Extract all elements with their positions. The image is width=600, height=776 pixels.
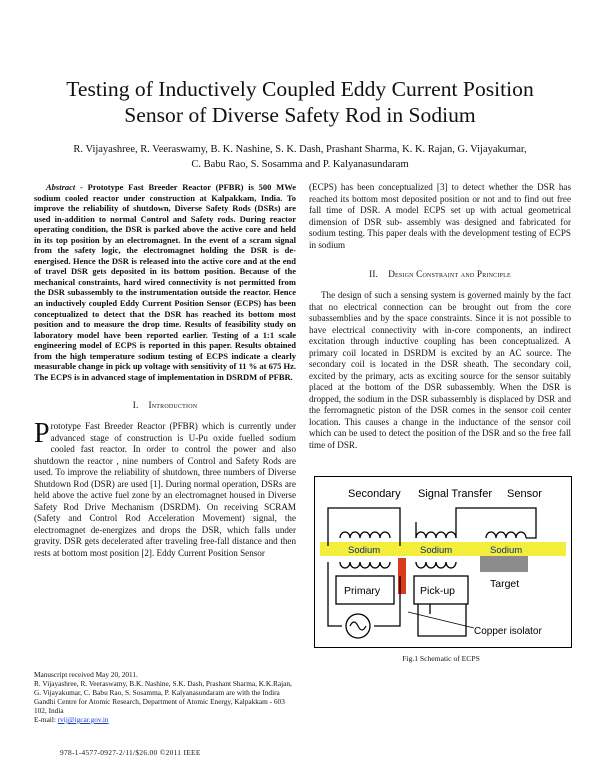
- section-heading-design: [309, 269, 571, 280]
- label-target: Target: [490, 578, 520, 590]
- secondary-coil-top: [340, 532, 390, 538]
- label-sodium-transfer: Sodium: [420, 545, 453, 556]
- author-list: [40, 142, 560, 172]
- right-column: [309, 182, 571, 451]
- left-column: [34, 182, 296, 559]
- label-primary: Primary: [344, 585, 381, 597]
- label-sodium-sensor: Sodium: [490, 545, 523, 556]
- footnote-received: Manuscript received May 20, 2011.: [34, 670, 138, 679]
- authors-line-2: C. Babu Rao, S. Sosamma and P. Kalyanasundaram: [191, 159, 409, 170]
- section-title: Design Constraint and Principle: [388, 269, 511, 279]
- introduction-continuation: (ECPS) has been conceptualized [3] to detect whether the DSR has reached its bottom most deposited position or not and to find out free fall time of DSR. A model ECPS set up with actual geometrical dimension of DSR sub- assembly was designed and fabricated for sodium testing. This paper deals with the development testing of ECPS in sodium: [309, 182, 571, 250]
- secondary-wire: [328, 508, 400, 546]
- label-sensor: Sensor: [507, 488, 542, 500]
- abstract-text: - Prototype Fast Breeder Reactor (PFBR) is 500 MWe sodium cooled reactor under construction at Kalpakkam, India. To improve the reliability of shutdown, Diverse Safety Rods (DSRs) are used in-addition to normal Control and Safety rods. During reactor operating condition, the DSR is parked above the active core and held in its top position by an electromagnet. In the event of a scram signal from the safety logic, the electromagnet holding the DSR is de-energised. Hence the DSR is released into the active core and at the end of travel DSR gets deposited in its bottom position. Because of the mechanical constraints, hard wired connectivity is not permitted from the DSR subassembly to the instrumentation outside the reactor. Hence an inductively coupled Eddy Current Position Sensor (ECPS) has been conceptualized to detect that the DSR has reached its bottom most position and to measure the drop time. Results of feasibility study on laboratory model have been reported earlier. Testing of a 1:1 scale engineering model of ECPS is reported in this paper. Results obtained from the high temperature sodium testing of ECPS indicate a clearly measurable change in pick up voltage with sensitivity of 11 % at 675 Hz. The ECPS is in advanced stage of implementation in DSRDM of PFBR.: [34, 182, 296, 382]
- label-sodium-secondary: Sodium: [348, 545, 381, 556]
- section-number: II.: [369, 269, 379, 279]
- footnote: [34, 670, 296, 724]
- section-title: Introduction: [148, 400, 198, 411]
- label-secondary: Secondary: [348, 488, 401, 500]
- footnote-email-line: [34, 715, 296, 724]
- signal-coil-bottom: [416, 562, 456, 568]
- target-block: [480, 556, 528, 572]
- copper-isolator: [398, 558, 406, 594]
- email-label: E-mail:: [34, 715, 58, 724]
- abstract-label: Abstract: [46, 182, 76, 192]
- authors-line-1: R. Vijayashree, R. Veeraswamy, B. K. Nashine, S. K. Dash, Prashant Sharma, K. K. Rajan, G. Vijayakumar,: [73, 144, 527, 155]
- footnote-affiliation: R. Vijayashree, R. Veeraswamy, B.K. Nashine, S.K. Dash, Prashant Sharma, K.K.Rajan, G. Vijayakumar, C. Babu Rao, S. Sosamma, P. Kalyanasundaram are with the Indira Gandhi Centre for Atomic Research, Department of Atomic Energy, Kalpakkam - 603 102, India: [34, 679, 292, 715]
- section-number: I.: [132, 400, 139, 411]
- paper-title: [40, 76, 560, 128]
- email-link[interactable]: rvij@igcar.gov.in: [57, 715, 109, 724]
- ecps-schematic: [314, 476, 572, 648]
- figure-caption: Fig.1 Schematic of ECPS: [402, 654, 480, 663]
- primary-coil-top: [340, 562, 390, 568]
- introduction-text: rototype Fast Breeder Reactor (PFBR) which is currently under advanced stage of construction is U-Pu oxide fuelled sodium cooled fast reactor. In order to control the power and also shutdown the reactor , nine numbers of Control and Safety Rods are used. To improve the reliability of shutdown, three numbers of Diverse Shutdown Rod (DSR) are used [1]. During normal operation, DSRs are held above the active fuel zone by an electromagnet housed in Diverse Safety Rod Drive Mechanism (DSRDM). On receiving SCRAM (Safety and Control Rod Acceleration Movement) signal, the electromagnet de-energizes and drops the DSR, which falls under gravity. DSR gets decelerated after traveling free-fall distance and then rests at bottom most position [2]. Eddy Current Position Sensor: [34, 421, 296, 558]
- section-heading-introduction: [34, 400, 296, 411]
- copyright-line: 978-1-4577-0927-2/11/$26.00 ©2011 IEEE: [60, 748, 201, 757]
- drop-cap: P: [34, 418, 50, 450]
- introduction-paragraph: [34, 418, 296, 559]
- abstract: [34, 182, 296, 382]
- title-line-2: Sensor of Diverse Safety Rod in Sodium: [124, 103, 476, 127]
- label-pickup: Pick-up: [420, 585, 456, 597]
- design-paragraph: The design of such a sensing system is governed mainly by the fact that no electrical connection can be brought out from the core subassemblies and by the space constraints. Since it is not possible to have electrical connectivity with in-core components, an indirect excitation through inductive coupling has been conceptualized. A primary coil located in DSRDM is excited by an AC source. The secondary coil is located in the DSR sheath. The secondary coil, excited by the primary, acts as exciting source for the sensor suitably placed at the bottom of the DSR subassembly. When the DSR is dropped, the sodium in the DSR subassembly is displaced by DSR and the ferromagnetic piston of the DSR comes in the sensor coil center location. This causes a change in the inductance of the sensor coil which can be used to detect the position of the DSR and so the free fall time of DSR.: [309, 290, 571, 450]
- title-line-1: Testing of Inductively Coupled Eddy Current Position: [66, 77, 534, 101]
- signal-coil-top: [416, 532, 456, 538]
- label-copper-isolator: Copper isolator: [474, 626, 542, 637]
- sensor-coil-top: [486, 532, 526, 538]
- label-signal-transfer: Signal Transfer: [418, 488, 492, 500]
